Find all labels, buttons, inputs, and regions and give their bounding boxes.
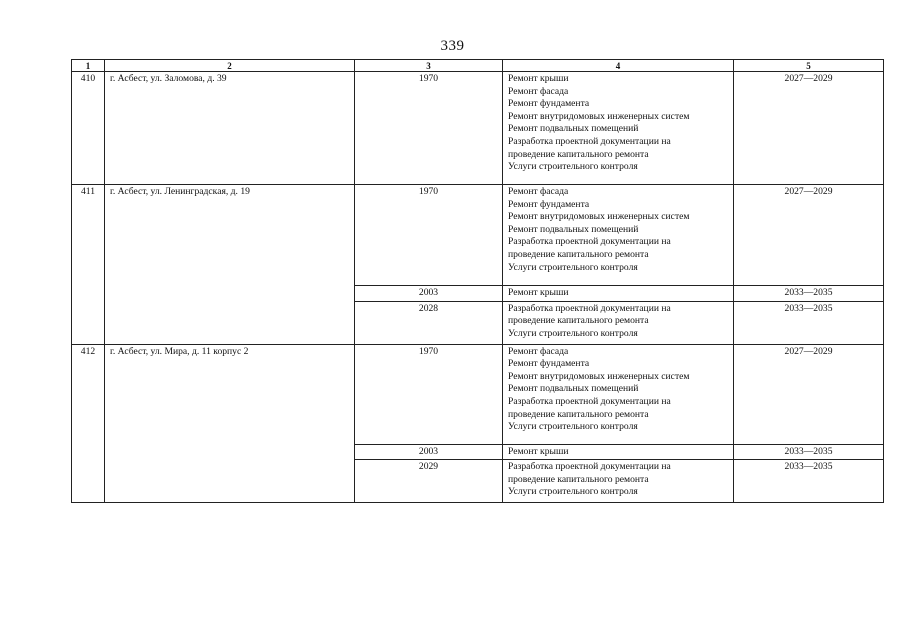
page-number: 339 [440,38,465,54]
year-cell: 2003 [355,444,503,460]
work-item: Разработка проектной документации на [508,302,671,314]
work-item: Услуги строительного контроля [508,421,638,433]
works-cell [503,460,734,503]
year-cell: 2028 [355,301,503,344]
works-cell [503,185,734,286]
work-item: Услуги строительного контроля [508,486,638,498]
work-item: Ремонт внутридомовых инженерных систем [508,211,690,223]
works-cell [503,301,734,344]
row-number: 412 [72,344,105,503]
work-item: Услуги строительного контроля [508,261,638,273]
period-cell: 2033—2035 [734,444,884,460]
work-item: Разработка проектной документации на [508,236,671,248]
work-item: проведение капитального ремонта [508,315,649,327]
year-cell: 2029 [355,460,503,503]
year-cell: 1970 [355,185,503,286]
work-item: Ремонт фасада [508,345,569,357]
work-item: Ремонт фундамента [508,198,590,210]
work-item: Ремонт фундамента [508,358,590,370]
work-item: Ремонт внутридомовых инженерных систем [508,110,690,122]
work-item: Ремонт крыши [508,445,569,457]
year-cell: 1970 [355,72,503,185]
work-item: Ремонт подвальных помещений [508,223,639,235]
work-item: Ремонт крыши [508,73,569,84]
work-item: Ремонт подвальных помещений [508,383,639,395]
table-row [72,185,884,286]
header-col-1: 1 [72,60,105,72]
period-cell: 2027—2029 [734,72,884,185]
work-item: проведение капитального ремонта [508,473,649,485]
works-cell [503,344,734,444]
works-cell [503,72,734,185]
work-item: проведение капитального ремонта [508,408,649,420]
header-col-4: 4 [503,60,734,72]
work-item: Ремонт фасада [508,186,569,197]
header-col-3: 3 [355,60,503,72]
work-item: Ремонт подвальных помещений [508,123,639,135]
year-cell: 1970 [355,344,503,444]
works-cell [503,444,734,460]
table-row [72,344,884,444]
period-cell: 2027—2029 [734,185,884,286]
header-col-2: 2 [105,60,355,72]
work-item: проведение капитального ремонта [508,248,649,260]
period-cell: 2033—2035 [734,286,884,302]
work-item: Ремонт фасада [508,85,569,97]
work-item: Разработка проектной документации на [508,395,671,407]
period-cell: 2033—2035 [734,460,884,503]
work-item: Ремонт фундамента [508,98,590,110]
work-item: проведение капитального ремонта [508,148,649,160]
period-cell: 2027—2029 [734,344,884,444]
work-item: Разработка проектной документации на [508,461,671,473]
row-number: 411 [72,185,105,345]
row-number: 410 [72,72,105,185]
capital-repair-table [71,59,884,503]
address-cell: г. Асбест, ул. Ленинградская, д. 19 [105,185,355,345]
address-cell: г. Асбест, ул. Мира, д. 11 корпус 2 [105,344,355,503]
header-col-5: 5 [734,60,884,72]
work-item: Ремонт крыши [508,287,569,298]
header-row [72,60,884,72]
table-row [72,72,884,185]
address-cell: г. Асбест, ул. Заломова, д. 39 [105,72,355,185]
work-item: Разработка проектной документации на [508,135,671,147]
works-cell [503,286,734,302]
work-item: Услуги строительного контроля [508,161,638,173]
work-item: Услуги строительного контроля [508,327,638,339]
period-cell: 2033—2035 [734,301,884,344]
year-cell: 2003 [355,286,503,302]
work-item: Ремонт внутридомовых инженерных систем [508,370,690,382]
